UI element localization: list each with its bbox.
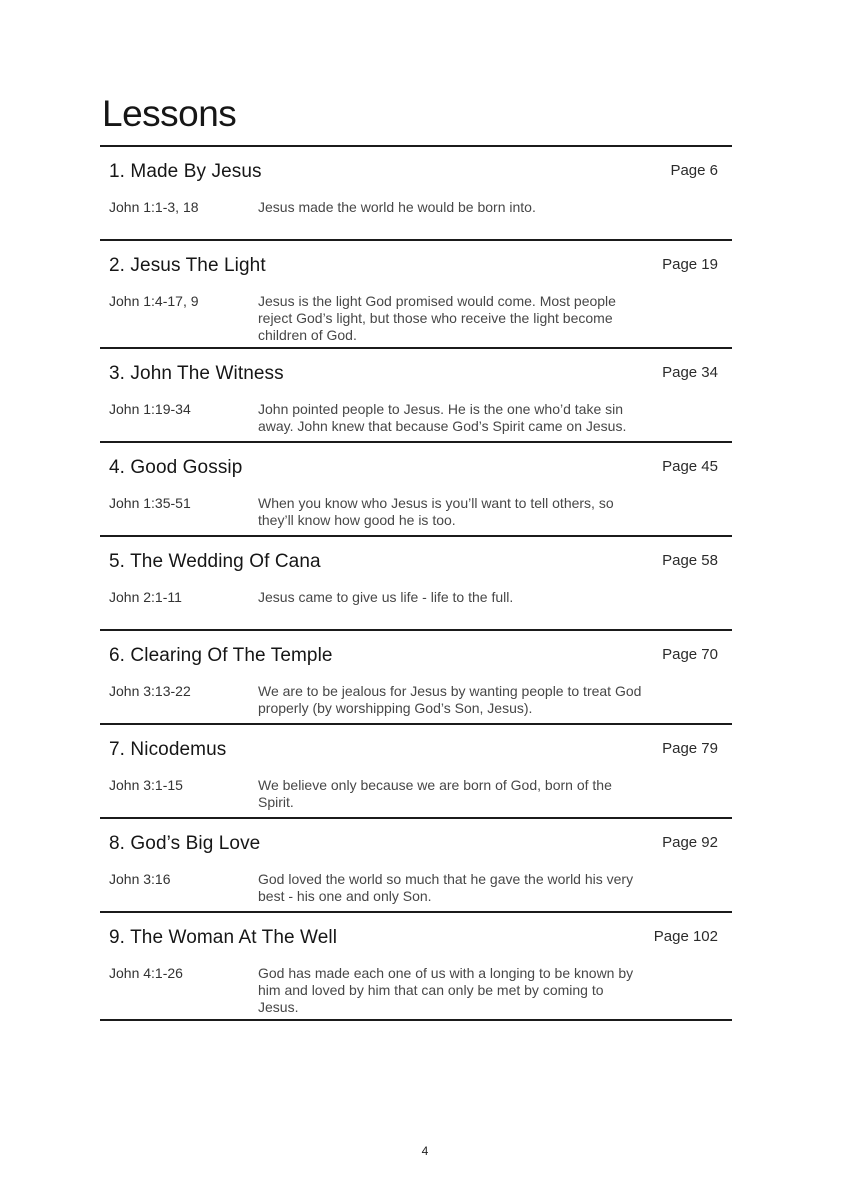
lesson-header: [100, 831, 732, 857]
lesson-page-label: Page 45: [662, 457, 718, 475]
lesson-scripture-reference: John 3:13-22: [109, 682, 191, 699]
lesson-body: [100, 683, 732, 720]
lesson-scripture-reference: John 2:1-11: [109, 588, 182, 605]
lesson-description: Jesus came to give us life - life to the full.: [258, 588, 514, 605]
lesson-description: God loved the world so much that he gave the world his very best - his one and only Son.: [258, 870, 634, 904]
lesson-scripture-reference: John 1:1-3, 18: [109, 198, 199, 215]
lesson-body: [100, 495, 732, 532]
lesson-row: [100, 631, 732, 725]
lesson-scripture-reference: John 4:1-26: [109, 964, 183, 981]
lesson-header: [100, 159, 732, 185]
lesson-body: [100, 777, 732, 814]
lesson-scripture-reference: John 1:35-51: [109, 494, 191, 511]
lesson-description: Jesus is the light God promised would come. Most people reject God’s light, but those who receive the light become children of God.: [258, 292, 616, 343]
lesson-header: [100, 253, 732, 279]
lesson-body: [100, 589, 732, 626]
lesson-description: Jesus made the world he would be born into.: [258, 198, 536, 215]
lesson-description: God has made each one of us with a longing to be known by him and loved by him that can only be met by coming to Jesus.: [258, 964, 634, 1015]
footer-page-number: 4: [421, 1144, 429, 1158]
lesson-page-label: Page 102: [653, 927, 718, 945]
content-area: [100, 94, 732, 1021]
lesson-page-label: Page 34: [662, 363, 718, 381]
lesson-body: [100, 199, 732, 236]
lesson-title: 8. God’s Big Love: [109, 832, 261, 854]
lesson-body: [100, 401, 732, 438]
lesson-row: [100, 913, 732, 1021]
lesson-row: [100, 443, 732, 537]
lesson-row: [100, 725, 732, 819]
lesson-title: 1. Made By Jesus: [109, 160, 262, 182]
lesson-header: [100, 455, 732, 481]
lesson-page-label: Page 79: [662, 739, 718, 757]
lesson-page-label: Page 58: [662, 551, 718, 569]
lesson-scripture-reference: John 3:16: [109, 870, 171, 887]
lesson-scripture-reference: John 1:4-17, 9: [109, 292, 199, 309]
lesson-page-label: Page 92: [662, 833, 718, 851]
lesson-row: [100, 537, 732, 631]
lesson-page-label: Page 6: [670, 161, 718, 179]
lesson-body: [100, 871, 732, 908]
lesson-scripture-reference: John 3:1-15: [109, 776, 183, 793]
lesson-row: [100, 819, 732, 913]
lessons-list: [100, 145, 732, 1021]
lesson-header: [100, 361, 732, 387]
lesson-title: 7. Nicodemus: [109, 738, 227, 760]
lesson-header: [100, 737, 732, 763]
lesson-description: We believe only because we are born of God, born of the Spirit.: [258, 776, 612, 810]
lesson-row: [100, 147, 732, 241]
lesson-body: [100, 965, 732, 1016]
lesson-page-label: Page 70: [662, 645, 718, 663]
page-title: Lessons: [102, 93, 237, 134]
lesson-description: We are to be jealous for Jesus by wanting people to treat God properly (by worshipping God’s Son, Jesus).: [258, 682, 642, 716]
lesson-title: 5. The Wedding Of Cana: [109, 550, 321, 572]
lesson-title: 2. Jesus The Light: [109, 254, 266, 276]
lesson-description: When you know who Jesus is you’ll want to tell others, so they’ll know how good he is too.: [258, 494, 614, 528]
lesson-title: 6. Clearing Of The Temple: [109, 644, 333, 666]
lesson-title: 3. John The Witness: [109, 362, 284, 384]
lesson-header: [100, 549, 732, 575]
lesson-body: [100, 293, 732, 344]
lesson-row: [100, 241, 732, 349]
lesson-scripture-reference: John 1:19-34: [109, 400, 191, 417]
lesson-row: [100, 349, 732, 443]
lesson-page-label: Page 19: [662, 255, 718, 273]
lesson-title: 9. The Woman At The Well: [109, 926, 338, 948]
lesson-title: 4. Good Gossip: [109, 456, 243, 478]
lesson-header: [100, 925, 732, 951]
lesson-description: John pointed people to Jesus. He is the one who’d take sin away. John knew that because God’s Spirit came on Jesus.: [258, 400, 627, 434]
lesson-header: [100, 643, 732, 669]
